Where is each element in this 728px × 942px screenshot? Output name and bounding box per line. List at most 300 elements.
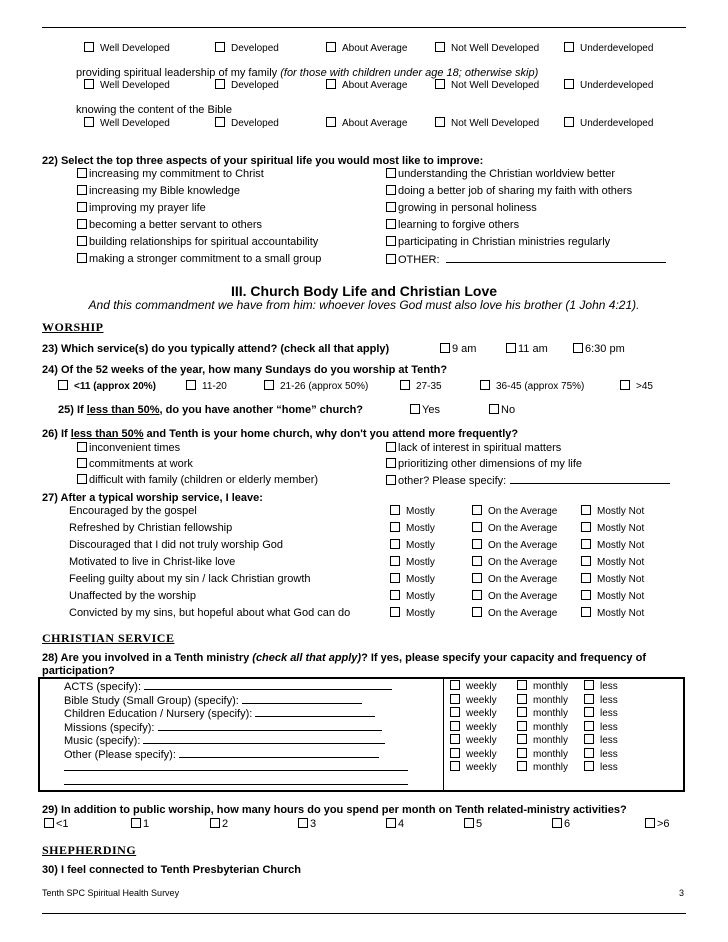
q28-frequency-4-2[interactable] bbox=[517, 722, 568, 733]
checkbox[interactable] bbox=[584, 748, 594, 758]
q22-right-option-4[interactable] bbox=[386, 219, 519, 231]
q22-right-option-2-label: doing a better job of sharing my faith with others bbox=[398, 185, 633, 197]
checkbox[interactable] bbox=[450, 721, 460, 731]
checkbox[interactable] bbox=[564, 117, 574, 127]
q26-left-option-1[interactable] bbox=[77, 442, 180, 454]
q27-option-4-1-label: Mostly bbox=[406, 557, 435, 568]
q22-left-option-4[interactable] bbox=[77, 219, 262, 231]
q24-option-6[interactable] bbox=[620, 381, 653, 392]
q28-frequency-3-2-label: monthly bbox=[533, 708, 569, 719]
rating-option-2-2-label: Developed bbox=[231, 80, 279, 91]
q27-option-7-3-label: Mostly Not bbox=[597, 608, 645, 619]
q27-option-5-3[interactable] bbox=[581, 574, 644, 585]
q28-frequency-4-1[interactable] bbox=[450, 722, 497, 733]
checkbox[interactable] bbox=[77, 236, 87, 246]
checkbox[interactable] bbox=[390, 556, 400, 566]
checkbox[interactable] bbox=[435, 117, 445, 127]
rating-option-2-3[interactable] bbox=[326, 80, 407, 91]
q25-option-1[interactable] bbox=[410, 404, 440, 416]
checkbox[interactable] bbox=[77, 474, 87, 484]
service-heading: CHRISTIAN SERVICE bbox=[42, 631, 175, 645]
q24-option-5-label: 36-45 (approx 75%) bbox=[496, 381, 585, 392]
q27-option-4-2[interactable] bbox=[472, 557, 557, 568]
checkbox[interactable] bbox=[584, 680, 594, 690]
q27-option-2-3[interactable] bbox=[581, 523, 644, 534]
q22-right-option-5-label: participating in Christian ministries regularly bbox=[398, 236, 611, 248]
q28-specify-input[interactable] bbox=[64, 775, 408, 785]
q28-frequency-4-1-label: weekly bbox=[466, 721, 497, 733]
q28-specify-input[interactable] bbox=[143, 734, 385, 744]
q28-frequency-7-3-label: less bbox=[600, 762, 618, 773]
checkbox[interactable] bbox=[386, 185, 396, 195]
rating-option-3-5[interactable] bbox=[564, 118, 653, 129]
q25-option-1-label: Yes bbox=[422, 404, 440, 416]
q21-item2-text: providing spiritual leadership of my family bbox=[76, 67, 278, 79]
q22-right-option-3[interactable] bbox=[386, 202, 537, 214]
q22-right-option-3-label: growing in personal holiness bbox=[398, 202, 537, 214]
q29-question: 29) In addition to public worship, how many hours do you spend per month on Tenth related-ministry activities? bbox=[42, 804, 627, 816]
checkbox[interactable] bbox=[472, 607, 482, 617]
checkbox[interactable] bbox=[390, 522, 400, 532]
checkbox[interactable] bbox=[472, 590, 482, 600]
q26-left-option-3-label: difficult with family (children or elderly member) bbox=[89, 474, 319, 486]
checkbox[interactable] bbox=[84, 79, 94, 89]
q28-frequency-3-3-label: less bbox=[600, 708, 618, 719]
q29-option-8-label: >6 bbox=[657, 818, 670, 830]
checkbox[interactable] bbox=[435, 42, 445, 52]
q23-option-1[interactable] bbox=[440, 343, 476, 355]
checkbox[interactable] bbox=[264, 380, 274, 390]
q29-option-7[interactable] bbox=[552, 818, 570, 830]
q27-option-7-3[interactable] bbox=[581, 608, 644, 619]
q22-right-option-6[interactable] bbox=[386, 253, 666, 266]
q24-option-4-label: 27-35 bbox=[416, 381, 442, 392]
rating-option-2-5[interactable] bbox=[564, 80, 653, 91]
checkbox[interactable] bbox=[517, 707, 527, 717]
q26-right-option-2-label: prioritizing other dimensions of my life bbox=[398, 458, 583, 470]
q29-option-3-label: 2 bbox=[222, 818, 229, 830]
q27-option-7-1-label: Mostly bbox=[406, 608, 435, 619]
q27-option-3-3-label: Mostly Not bbox=[597, 540, 645, 551]
q28-ministry-row bbox=[64, 734, 385, 747]
checkbox[interactable] bbox=[215, 42, 225, 52]
q22-left-option-3[interactable] bbox=[77, 202, 206, 214]
checkbox[interactable] bbox=[390, 607, 400, 617]
q27-option-6-1-label: Mostly bbox=[406, 591, 435, 602]
checkbox[interactable] bbox=[77, 185, 87, 195]
q24-option-4[interactable] bbox=[400, 381, 442, 392]
checkbox[interactable] bbox=[581, 590, 591, 600]
checkbox[interactable] bbox=[400, 380, 410, 390]
q28-ministry-label: ACTS (specify): bbox=[64, 681, 145, 693]
q29-option-5-label: 4 bbox=[398, 818, 405, 830]
checkbox[interactable] bbox=[450, 761, 460, 771]
checkbox[interactable] bbox=[390, 573, 400, 583]
rating-option-1-2-label: Developed bbox=[231, 43, 279, 54]
q28-frequency-7-2-label: monthly bbox=[533, 762, 569, 773]
rating-option-2-3-label: About Average bbox=[342, 80, 408, 91]
q26-other-input[interactable] bbox=[510, 474, 670, 484]
q25-question: 25) If less than 50%, do you have another “home” church? bbox=[58, 404, 364, 416]
q28-frequency-5-1-label: weekly bbox=[466, 735, 497, 746]
checkbox[interactable] bbox=[298, 818, 308, 828]
q27-option-4-3[interactable] bbox=[581, 557, 644, 568]
rating-option-1-2[interactable] bbox=[215, 43, 279, 54]
q26-right-option-2[interactable] bbox=[386, 458, 582, 470]
checkbox[interactable] bbox=[584, 707, 594, 717]
q27-option-2-1[interactable] bbox=[390, 523, 435, 534]
q24-option-1[interactable] bbox=[58, 381, 156, 392]
shepherding-heading: SHEPHERDING bbox=[42, 843, 137, 857]
q27-option-3-2-label: On the Average bbox=[488, 540, 558, 551]
q24-option-2-label: 11-20 bbox=[202, 381, 227, 392]
checkbox[interactable] bbox=[215, 79, 225, 89]
checkbox[interactable] bbox=[472, 539, 482, 549]
checkbox[interactable] bbox=[584, 694, 594, 704]
checkbox[interactable] bbox=[386, 254, 396, 264]
rating-option-3-2[interactable] bbox=[215, 118, 279, 129]
checkbox[interactable] bbox=[386, 202, 396, 212]
q27-option-1-2-label: On the Average bbox=[488, 506, 558, 517]
q27-option-6-3-label: Mostly Not bbox=[597, 591, 645, 602]
q28-ministry-label: Other (Please specify): bbox=[64, 748, 179, 761]
q27-option-1-3[interactable] bbox=[581, 506, 644, 517]
rating-option-2-4-label: Not Well Developed bbox=[451, 80, 540, 91]
q28-frequency-1-1-label: weekly bbox=[466, 681, 497, 692]
q29-option-1-label: <1 bbox=[56, 818, 69, 830]
q27-option-4-1[interactable] bbox=[390, 557, 435, 568]
checkbox[interactable] bbox=[581, 556, 591, 566]
checkbox[interactable] bbox=[215, 117, 225, 127]
q25-option-2-label: No bbox=[501, 404, 516, 416]
checkbox[interactable] bbox=[77, 442, 87, 452]
q27-option-3-1-label: Mostly bbox=[406, 540, 435, 551]
q28-specify-input[interactable] bbox=[158, 721, 382, 731]
q28-frequency-1-3-label: less bbox=[600, 681, 618, 692]
q26-question: 26) If less than 50% and Tenth is your home church, why don't you attend more frequently? bbox=[42, 428, 519, 440]
checkbox[interactable] bbox=[326, 79, 336, 89]
q29-option-2-label: 1 bbox=[143, 818, 150, 830]
q28-frequency-7-3[interactable] bbox=[584, 762, 618, 773]
q29-option-7-label: 6 bbox=[564, 818, 571, 830]
checkbox[interactable] bbox=[450, 707, 460, 717]
checkbox[interactable] bbox=[581, 522, 591, 532]
q26-left-option-1-label: inconvenient times bbox=[89, 442, 181, 454]
q28-specify-input[interactable] bbox=[179, 748, 379, 758]
q28-frequency-7-1[interactable] bbox=[450, 762, 497, 773]
q28-frequency-2-3[interactable] bbox=[584, 695, 618, 706]
q24-option-3[interactable] bbox=[264, 381, 368, 392]
rating-option-1-4[interactable] bbox=[435, 43, 539, 54]
q27-option-2-2-label: On the Average bbox=[488, 523, 558, 534]
checkbox[interactable] bbox=[386, 168, 396, 178]
rating-option-2-2[interactable] bbox=[215, 80, 279, 91]
q22-other-input[interactable] bbox=[446, 253, 666, 263]
checkbox[interactable] bbox=[552, 818, 562, 828]
q27-option-6-2[interactable] bbox=[472, 591, 557, 602]
q23-option-2-label: 11 am bbox=[518, 343, 548, 355]
rating-option-1-3[interactable] bbox=[326, 43, 407, 54]
q22-right-option-5[interactable] bbox=[386, 236, 610, 248]
q27-option-5-1[interactable] bbox=[390, 574, 435, 585]
checkbox[interactable] bbox=[472, 556, 482, 566]
q23-option-3[interactable] bbox=[573, 343, 625, 355]
checkbox[interactable] bbox=[386, 458, 396, 468]
checkbox[interactable] bbox=[472, 573, 482, 583]
checkbox[interactable] bbox=[390, 539, 400, 549]
q28-frequency-5-3[interactable] bbox=[584, 735, 618, 746]
q27-option-2-2[interactable] bbox=[472, 523, 557, 534]
q27-option-1-2[interactable] bbox=[472, 506, 557, 517]
q24-option-6-label: >45 bbox=[636, 381, 653, 392]
q29-option-1[interactable] bbox=[44, 818, 69, 830]
q23-question: 23) Which service(s) do you typically attend? (check all that apply) bbox=[42, 343, 390, 355]
checkbox[interactable] bbox=[77, 219, 87, 229]
q24-option-3-label: 21-26 (approx 50%) bbox=[280, 381, 369, 392]
q28-frequency-4-3[interactable] bbox=[584, 722, 618, 733]
checkbox[interactable] bbox=[584, 761, 594, 771]
checkbox[interactable] bbox=[440, 343, 450, 353]
rating-option-3-1[interactable] bbox=[84, 118, 170, 129]
q27-item-label: Encouraged by the gospel bbox=[69, 505, 197, 517]
checkbox[interactable] bbox=[77, 253, 87, 263]
checkbox[interactable] bbox=[210, 818, 220, 828]
q28-ministry-label: Children Education / Nursery (specify): bbox=[64, 708, 256, 720]
q28-frequency-1-2[interactable] bbox=[517, 681, 568, 692]
checkbox[interactable] bbox=[386, 818, 396, 828]
checkbox[interactable] bbox=[44, 818, 54, 828]
rating-option-1-1[interactable] bbox=[84, 43, 170, 54]
q22-left-option-5-label: building relationships for spiritual accountability bbox=[89, 236, 319, 248]
checkbox[interactable] bbox=[506, 343, 516, 353]
q27-item-label: Discouraged that I did not truly worship God bbox=[69, 539, 284, 551]
q28-ministry-row bbox=[64, 761, 408, 774]
q27-option-6-1[interactable] bbox=[390, 591, 435, 602]
q23-option-2[interactable] bbox=[506, 343, 548, 355]
q23-option-3-label: 6:30 pm bbox=[585, 343, 625, 355]
checkbox[interactable] bbox=[390, 505, 400, 515]
q27-option-7-1[interactable] bbox=[390, 608, 435, 619]
q28-specify-input[interactable] bbox=[255, 707, 375, 717]
q27-option-3-1[interactable] bbox=[390, 540, 435, 551]
checkbox[interactable] bbox=[581, 573, 591, 583]
checkbox[interactable] bbox=[472, 522, 482, 532]
rating-option-1-4-label: Not Well Developed bbox=[451, 43, 540, 54]
rating-option-3-1-label: Well Developed bbox=[100, 118, 170, 129]
checkbox[interactable] bbox=[489, 404, 499, 414]
q28-frequency-3-1-label: weekly bbox=[466, 708, 497, 719]
q28-frequency-5-2[interactable] bbox=[517, 735, 568, 746]
checkbox[interactable] bbox=[464, 818, 474, 828]
rating-option-2-1[interactable] bbox=[84, 80, 170, 91]
q28-frequency-5-2-label: monthly bbox=[533, 735, 569, 746]
checkbox[interactable] bbox=[386, 219, 396, 229]
q27-option-6-3[interactable] bbox=[581, 591, 644, 602]
q28-frequency-6-2[interactable] bbox=[517, 749, 568, 760]
footer-title: Tenth SPC Spiritual Health Survey bbox=[42, 888, 180, 898]
rating-option-1-5[interactable] bbox=[564, 43, 653, 54]
q28-ministry-row bbox=[64, 707, 375, 720]
q26-left-option-3[interactable] bbox=[77, 474, 318, 486]
q26-left-option-2[interactable] bbox=[77, 458, 193, 470]
checkbox[interactable] bbox=[472, 505, 482, 515]
q24-question: 24) Of the 52 weeks of the year, how many Sundays do you worship at Tenth? bbox=[42, 364, 448, 376]
q27-item-label: Convicted by my sins, but hopeful about what God can do bbox=[69, 607, 351, 619]
checkbox[interactable] bbox=[77, 168, 87, 178]
checkbox[interactable] bbox=[517, 680, 527, 690]
q22-right-option-2[interactable] bbox=[386, 185, 632, 197]
rating-option-2-4[interactable] bbox=[435, 80, 539, 91]
q22-left-option-3-label: improving my prayer life bbox=[89, 202, 206, 214]
checkbox[interactable] bbox=[573, 343, 583, 353]
rating-option-3-2-label: Developed bbox=[231, 118, 279, 129]
rating-option-2-1-label: Well Developed bbox=[100, 80, 170, 91]
checkbox[interactable] bbox=[410, 404, 420, 414]
rating-option-3-4[interactable] bbox=[435, 118, 539, 129]
checkbox[interactable] bbox=[564, 42, 574, 52]
checkbox[interactable] bbox=[517, 734, 527, 744]
q29-option-4[interactable] bbox=[298, 818, 316, 830]
q28-ministry-row bbox=[64, 694, 362, 707]
checkbox[interactable] bbox=[186, 380, 196, 390]
q26-left-option-2-label: commitments at work bbox=[89, 458, 193, 470]
q28-specify-input[interactable] bbox=[64, 761, 408, 771]
q27-question: 27) After a typical worship service, I leave: bbox=[42, 492, 263, 504]
q28-specify-input[interactable] bbox=[144, 680, 392, 690]
rating-option-3-4-label: Not Well Developed bbox=[451, 118, 540, 129]
q22-left-option-2-label: increasing my Bible knowledge bbox=[89, 185, 241, 197]
q28-question-line2: participation? bbox=[42, 665, 115, 677]
checkbox[interactable] bbox=[517, 761, 527, 771]
q28-table-divider bbox=[443, 677, 444, 792]
q28-frequency-7-2[interactable] bbox=[517, 762, 568, 773]
q28-question: 28) Are you involved in a Tenth ministry (check all that apply)? If yes, please specify your capacity and frequency of bbox=[42, 652, 646, 664]
q28-frequency-6-1[interactable] bbox=[450, 749, 497, 760]
checkbox[interactable] bbox=[480, 380, 490, 390]
checkbox[interactable] bbox=[326, 42, 336, 52]
q28-frequency-6-3[interactable] bbox=[584, 749, 618, 760]
q27-option-1-1[interactable] bbox=[390, 506, 435, 517]
checkbox[interactable] bbox=[390, 590, 400, 600]
checkbox[interactable] bbox=[84, 117, 94, 127]
q26-right-option-1-label: lack of interest in spiritual matters bbox=[398, 442, 562, 454]
footer-page-number: 3 bbox=[679, 888, 685, 898]
q27-option-1-3-label: Mostly Not bbox=[597, 506, 645, 517]
q28-frequency-2-2-label: monthly bbox=[533, 694, 569, 706]
q27-option-5-3-label: Mostly Not bbox=[597, 574, 645, 585]
checkbox[interactable] bbox=[58, 380, 68, 390]
checkbox[interactable] bbox=[645, 818, 655, 828]
checkbox[interactable] bbox=[386, 236, 396, 246]
q29-option-3[interactable] bbox=[210, 818, 228, 830]
q28-frequency-1-3[interactable] bbox=[584, 681, 618, 692]
checkbox[interactable] bbox=[450, 748, 460, 758]
q29-option-4-label: 3 bbox=[310, 818, 317, 830]
checkbox[interactable] bbox=[450, 734, 460, 744]
q28-frequency-4-3-label: less bbox=[600, 721, 618, 733]
rating-option-1-3-label: About Average bbox=[342, 43, 408, 54]
rating-option-3-3[interactable] bbox=[326, 118, 407, 129]
checkbox[interactable] bbox=[450, 680, 460, 690]
rating-option-1-5-label: Underdeveloped bbox=[580, 43, 654, 54]
rating-option-1-1-label: Well Developed bbox=[100, 43, 170, 54]
checkbox[interactable] bbox=[131, 818, 141, 828]
q27-option-3-3[interactable] bbox=[581, 540, 644, 551]
checkbox[interactable] bbox=[386, 475, 396, 485]
q26-right-option-3[interactable] bbox=[386, 474, 670, 487]
checkbox[interactable] bbox=[435, 79, 445, 89]
q27-option-7-2-label: On the Average bbox=[488, 608, 558, 619]
q28-ministry-row bbox=[64, 680, 392, 693]
q28-specify-input[interactable] bbox=[242, 694, 362, 704]
q28-frequency-3-2[interactable] bbox=[517, 708, 568, 719]
q24-option-1-label: <11 (approx 20%) bbox=[74, 381, 156, 392]
top-rule bbox=[42, 27, 686, 28]
q27-option-3-2[interactable] bbox=[472, 540, 557, 551]
checkbox[interactable] bbox=[84, 42, 94, 52]
q28-frequency-5-1[interactable] bbox=[450, 735, 497, 746]
q24-option-5[interactable] bbox=[480, 381, 584, 392]
q22-right-option-1[interactable] bbox=[386, 168, 615, 180]
q27-option-5-2-label: On the Average bbox=[488, 574, 558, 585]
q22-left-option-2[interactable] bbox=[77, 185, 240, 197]
checkbox[interactable] bbox=[77, 202, 87, 212]
q28-frequency-2-1[interactable] bbox=[450, 695, 497, 706]
checkbox[interactable] bbox=[581, 539, 591, 549]
q27-option-2-1-label: Mostly bbox=[406, 523, 435, 534]
checkbox[interactable] bbox=[517, 721, 527, 731]
checkbox[interactable] bbox=[517, 694, 527, 704]
q25-option-2[interactable] bbox=[489, 404, 515, 416]
checkbox[interactable] bbox=[450, 694, 460, 704]
q29-option-5[interactable] bbox=[386, 818, 404, 830]
checkbox[interactable] bbox=[584, 734, 594, 744]
q28-frequency-2-2[interactable] bbox=[517, 695, 568, 706]
checkbox[interactable] bbox=[581, 607, 591, 617]
checkbox[interactable] bbox=[620, 380, 630, 390]
q28-frequency-3-3[interactable] bbox=[584, 708, 618, 719]
q22-left-option-6[interactable] bbox=[77, 253, 321, 265]
q28-frequency-3-1[interactable] bbox=[450, 708, 497, 719]
checkbox[interactable] bbox=[584, 721, 594, 731]
checkbox[interactable] bbox=[517, 748, 527, 758]
checkbox[interactable] bbox=[564, 79, 574, 89]
q27-item-label: Refreshed by Christian fellowship bbox=[69, 522, 233, 534]
q28-frequency-4-2-label: monthly bbox=[533, 721, 569, 733]
section-verse: And this commandment we have from him: whoever loves God must also love his brother (1 John 4:21). bbox=[88, 298, 640, 312]
q28-frequency-7-1-label: weekly bbox=[466, 762, 497, 773]
q28-frequency-1-1[interactable] bbox=[450, 681, 497, 692]
q21-item3-label: knowing the content of the Bible bbox=[76, 104, 232, 116]
q29-option-8[interactable] bbox=[645, 818, 670, 830]
checkbox[interactable] bbox=[326, 117, 336, 127]
checkbox[interactable] bbox=[77, 458, 87, 468]
q29-option-2[interactable] bbox=[131, 818, 149, 830]
q27-option-4-3-label: Mostly Not bbox=[597, 557, 645, 568]
q29-option-6[interactable] bbox=[464, 818, 482, 830]
q26-right-option-1[interactable] bbox=[386, 442, 561, 454]
q27-option-5-2[interactable] bbox=[472, 574, 557, 585]
q28-ministry-row bbox=[64, 775, 408, 788]
q24-option-2[interactable] bbox=[186, 381, 227, 392]
checkbox[interactable] bbox=[386, 442, 396, 452]
q22-left-option-1[interactable] bbox=[77, 168, 264, 180]
q28-frequency-6-2-label: monthly bbox=[533, 748, 569, 760]
q22-left-option-5[interactable] bbox=[77, 236, 318, 248]
rating-option-3-5-label: Underdeveloped bbox=[580, 118, 654, 129]
checkbox[interactable] bbox=[581, 505, 591, 515]
q27-option-7-2[interactable] bbox=[472, 608, 557, 619]
